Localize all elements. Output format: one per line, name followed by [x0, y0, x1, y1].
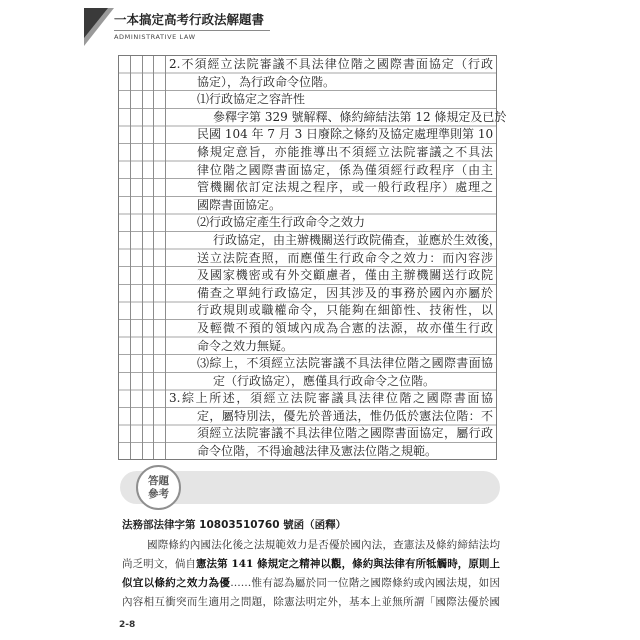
reference-text: 內容相互衝突而生適用之問題，除憲法明定外，基本上並無所謂「國際法優於國 — [122, 596, 500, 608]
reference-text: ……惟有認為屬於同一位階之國際條約或內國法規，如因 — [230, 577, 501, 589]
answer-line: 須經立法院審議不具法律位階之國際書面協定，屬行政 — [197, 426, 493, 441]
reference-line — [147, 536, 500, 555]
answer-line: 定（行政協定），應僅具行政命令之位階。 — [213, 373, 436, 388]
answer-line: 命令之效力無疑。 — [197, 338, 294, 353]
answer-line: 送立法院查照，而應僅生行政命令之效力：而內容涉 — [197, 250, 493, 265]
answer-line: 定，屬特別法，優先於普通法，惟仍低於憲法位階：不 — [197, 408, 493, 423]
badge-label-bottom: 參考 — [148, 487, 169, 500]
answer-text — [119, 56, 507, 461]
header-divider — [114, 30, 270, 31]
reference-line — [122, 593, 500, 612]
answer-line: 管機關依訂定法規之程序，或一般行政程序）處理之 — [197, 180, 493, 195]
answer-line: 命令位階，不得逾越法律及憲法位階之規範。 — [197, 444, 438, 459]
answer-line: 備查之單純行政協定，因其涉及的事務於國內亦屬於 — [197, 285, 493, 300]
reference-emphasis: 似宜以條約之效力為優 — [122, 577, 231, 589]
answer-line: 行政協定，由主辦機關送行政院備查，並應於生效後， — [213, 232, 502, 247]
page-number: 2-8 — [119, 620, 136, 630]
answer-subheading: ⑴行政協定之容許性 — [197, 92, 306, 107]
answer-line: 參釋字第 329 號解釋、條約締結法第 12 條規定及已於 — [213, 109, 507, 124]
answer-sheet — [118, 55, 507, 460]
corner-triangle-icon — [84, 8, 114, 46]
answer-line: 民國 104 年 7 月 3 日廢除之條約及協定處理準則第 10 — [197, 127, 494, 142]
badge-label-top: 答題 — [148, 474, 169, 487]
answer-subheading: ⑵行政協定產生行政命令之效力 — [197, 215, 366, 230]
answer-line: 行政規則或職權命令，只能夠在細節性、技術性，以 — [197, 303, 493, 318]
reference-badge — [136, 465, 181, 510]
answer-line: 2.不須經立法院審議不具法律位階之國際書面協定（行政 — [169, 57, 493, 71]
book-title: 一本搞定高考行政法解題書 — [114, 12, 265, 27]
answer-line: 及輕微不預的領域內成為合憲的法源，故亦僅生行政 — [197, 320, 493, 335]
reference-text: 尚乏明文，倘自 — [122, 558, 196, 570]
reference-line — [122, 574, 500, 593]
answer-line: ⑶綜上，不須經立法院審議不具法律位階之國際書面協 — [197, 356, 493, 371]
reference-title: 法務部法律字第 10803510760 號函（函釋） — [122, 519, 347, 531]
answer-line: 國際書面協定。 — [197, 197, 282, 212]
book-subtitle: ADMINISTRATIVE LAW — [114, 33, 196, 41]
reference-body — [122, 536, 500, 612]
answer-line: 3.綜上所述，須經立法院審議具法律位階之國際書面協 — [169, 391, 493, 406]
reference-text: 國際條約內國法化後之法規範效力是否優於國內法，查憲法及條約締結法均 — [147, 539, 500, 551]
answer-line: 及國家機密或有外交顧慮者，僅由主辦機關送行政院 — [197, 268, 493, 283]
reference-line — [122, 555, 500, 574]
answer-line: 條規定意旨，亦能推導出不須經立法院審議之不具法 — [197, 144, 493, 159]
answer-line: 律位階之國際書面協定，係為僅須經行政程序（由主 — [197, 162, 493, 177]
answer-line: 協定），為行政命令位階。 — [197, 74, 336, 89]
reference-emphasis: 憲法第 141 條規定之精神以觀，條約與法律有所牴觸時，原則上 — [195, 558, 500, 570]
